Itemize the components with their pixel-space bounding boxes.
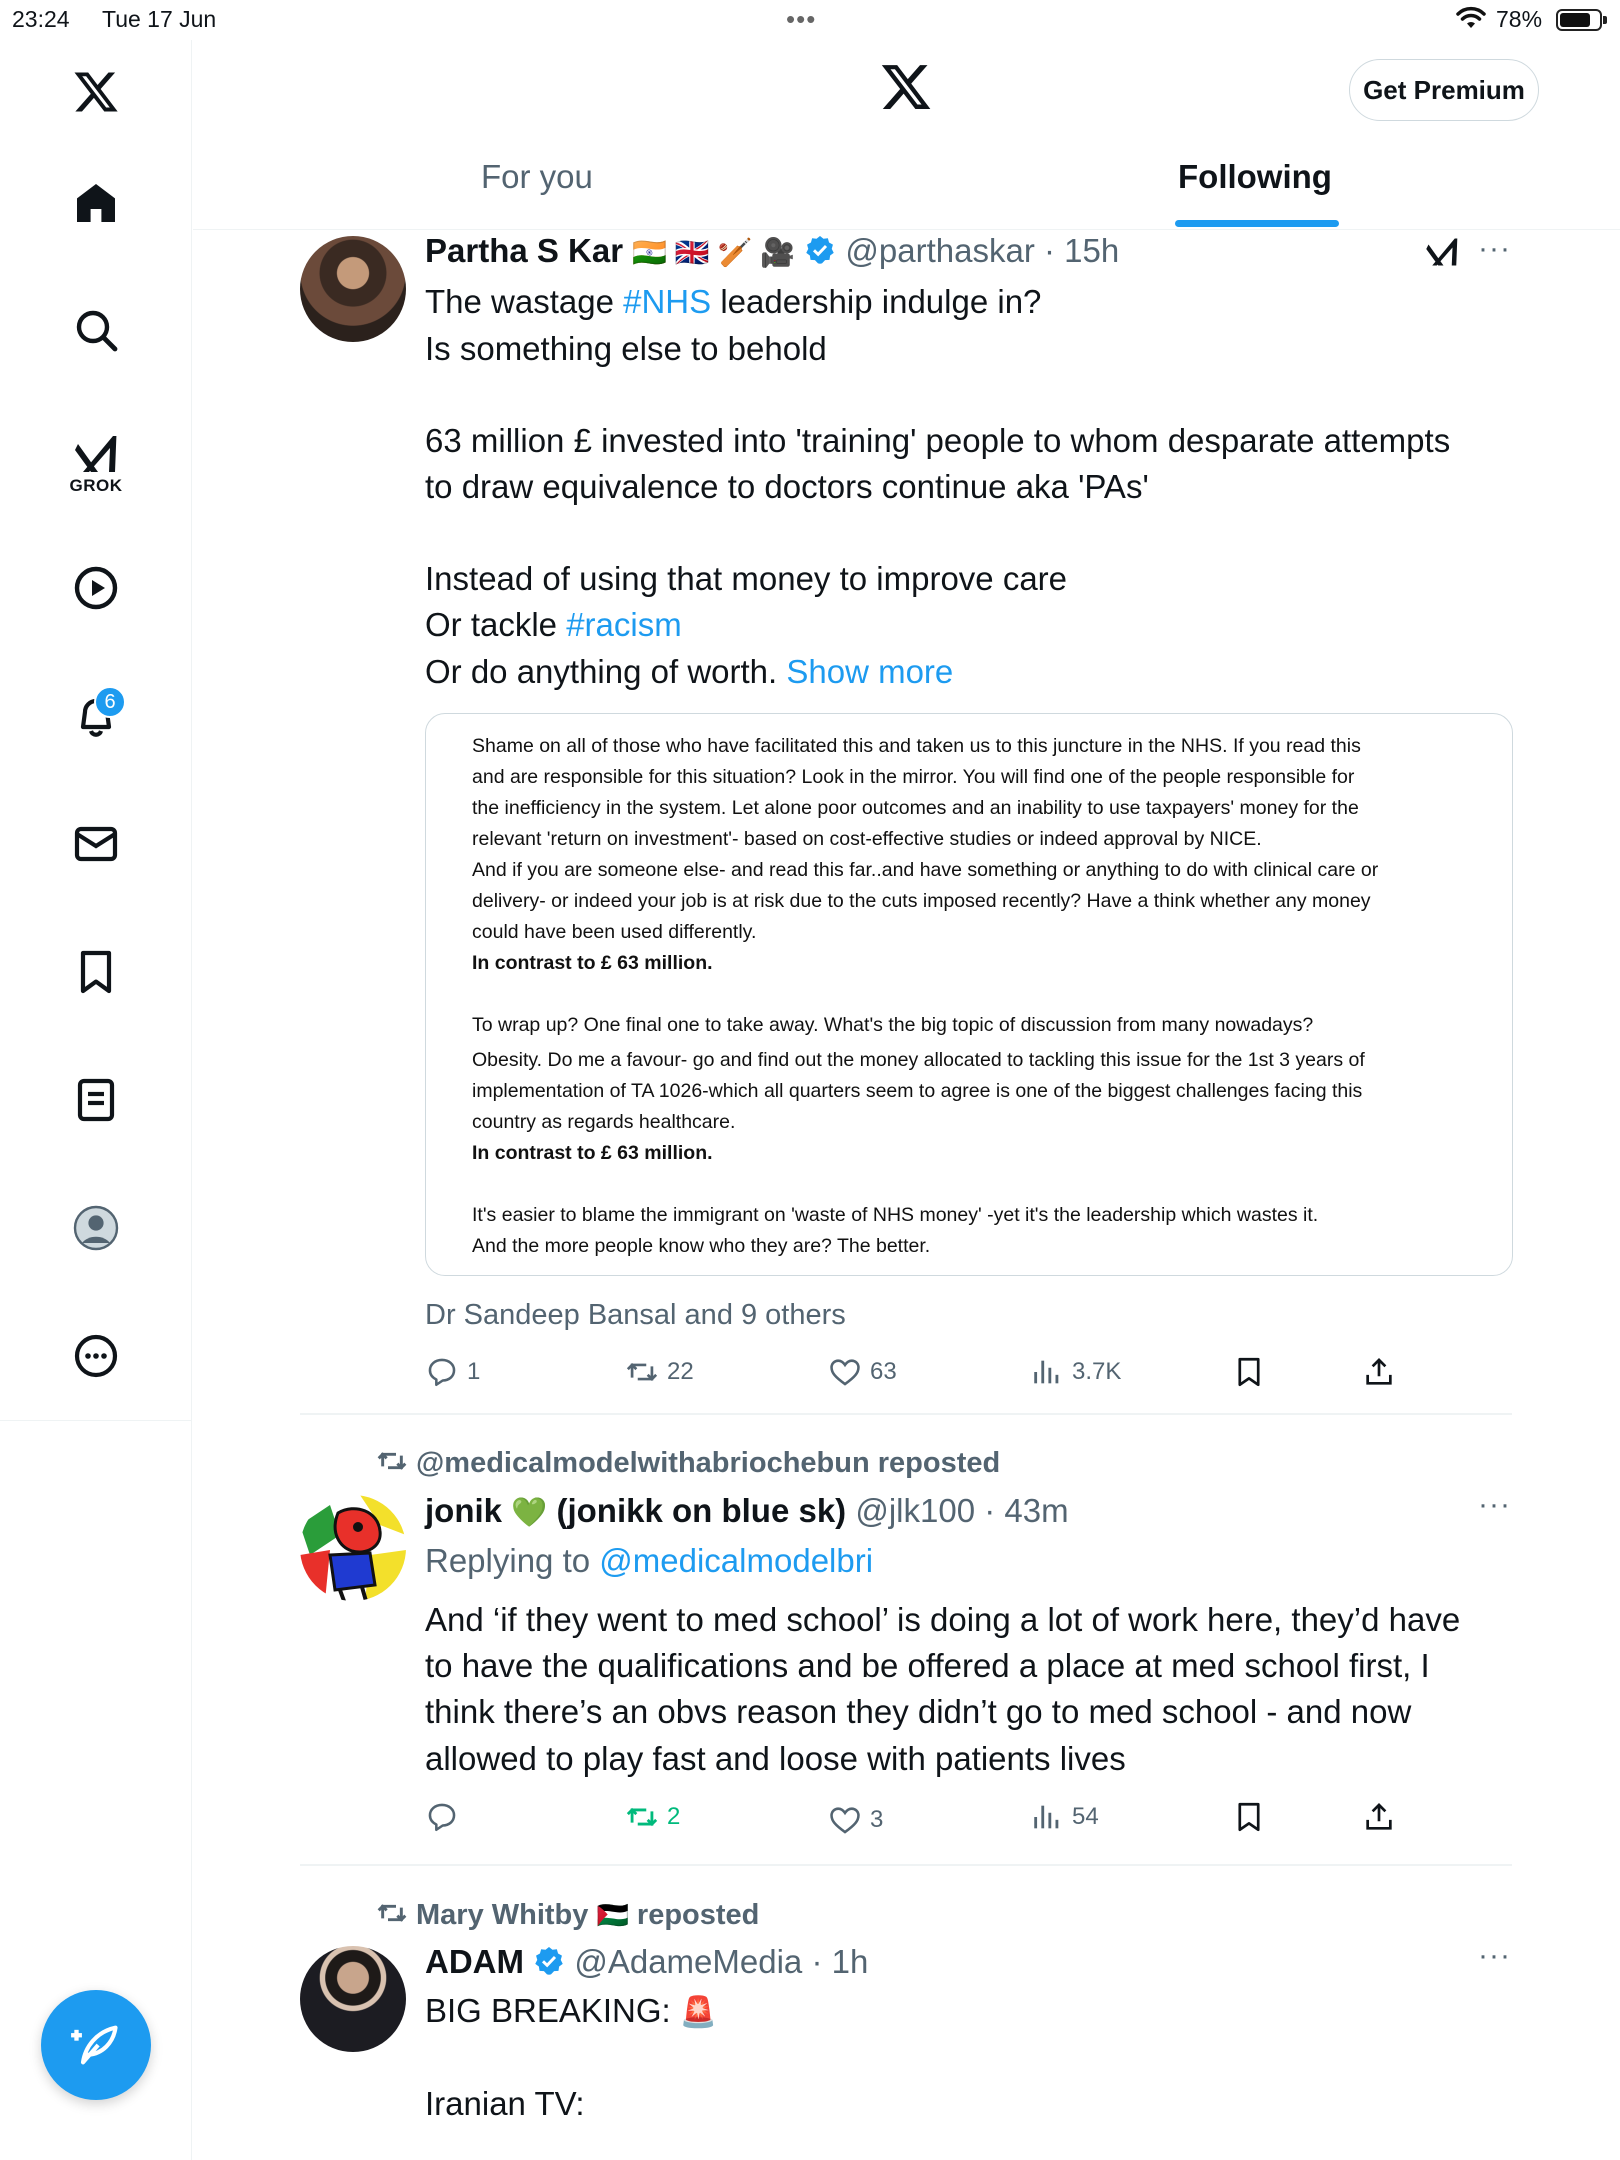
- tweet-time[interactable]: 43m: [1004, 1492, 1069, 1529]
- siren-emoji: 🚨: [679, 1996, 718, 2029]
- bookmark-icon: [1232, 1800, 1266, 1834]
- tweet-text-line: Is something else to behold: [425, 330, 827, 367]
- author-name[interactable]: Partha S Kar: [425, 232, 624, 269]
- hashtag-nhs[interactable]: #NHS: [623, 283, 712, 320]
- notifications-icon[interactable]: [66, 686, 126, 746]
- views-icon: [1030, 1355, 1064, 1389]
- messages-icon[interactable]: [66, 814, 126, 874]
- repost-button[interactable]: [625, 1355, 694, 1389]
- share-icon: [1362, 1800, 1396, 1834]
- image-text-line: relevant 'return on investment'- based on cost-effective studies or indeed approval by NICE.: [472, 828, 1262, 850]
- repost-icon: [376, 1897, 408, 1929]
- x-logo-icon[interactable]: [66, 62, 126, 122]
- author-handle[interactable]: @jlk100: [855, 1492, 976, 1529]
- tweet-time[interactable]: 1h: [831, 1943, 869, 1980]
- image-text-line: country as regards healthcare.: [472, 1111, 736, 1133]
- hashtag-racism[interactable]: #racism: [566, 606, 682, 643]
- views-icon: [1030, 1800, 1064, 1834]
- profile-avatar-icon[interactable]: [66, 1198, 126, 1258]
- image-text-line: In contrast to £ 63 million.: [472, 952, 713, 974]
- reposted-by[interactable]: @medicalmodelwithabriochebun reposted: [416, 1447, 1001, 1479]
- tweet-text-line: 63 million £ invested into 'training' people to whom desparate attempts: [425, 422, 1451, 459]
- author-handle[interactable]: @parthaskar: [845, 232, 1035, 269]
- image-text-line: delivery- or indeed your job is at risk due to the cuts imposed recently? Have a think whether any money: [472, 890, 1371, 912]
- repost-icon: [625, 1355, 659, 1389]
- tweet-divider: [300, 1413, 1512, 1415]
- like-count: 63: [870, 1358, 897, 1385]
- tweet-text-line: Iranian TV:: [425, 2085, 585, 2122]
- views-button[interactable]: [1030, 1355, 1121, 1389]
- repost-count: 2: [667, 1803, 681, 1830]
- avatar-image: [300, 1495, 406, 1601]
- image-text-line: In contrast to £ 63 million.: [472, 1142, 713, 1164]
- active-tab-indicator: [1175, 220, 1339, 227]
- repost-button[interactable]: [625, 1800, 680, 1834]
- grok-explain-icon[interactable]: [1424, 234, 1460, 270]
- share-button[interactable]: [1362, 1355, 1404, 1389]
- home-icon[interactable]: [66, 173, 126, 233]
- reply-icon: [425, 1355, 459, 1389]
- reply-button[interactable]: [425, 1800, 467, 1834]
- x-logo-icon[interactable]: [879, 60, 933, 114]
- tweet-text-line: think there’s an obvs reason they didn’t go to med school - and now: [425, 1693, 1412, 1730]
- sidebar-divider: [0, 1420, 192, 1421]
- like-count: 3: [870, 1806, 884, 1833]
- sidebar: [0, 40, 192, 2160]
- tweet-text-line: Instead of using that money to improve care: [425, 560, 1068, 597]
- tweet-text-line: to have the qualifications and be offered a place at med school first, I: [425, 1647, 1430, 1684]
- status-date: Tue 17 Jun: [102, 6, 217, 32]
- tweet-text-line: And ‘if they went to med school’ is doing a lot of work here, they’d have: [425, 1601, 1461, 1638]
- status-bar: [0, 0, 1620, 40]
- tweet-more-icon[interactable]: ···: [1478, 1939, 1511, 1972]
- liked-by-text[interactable]: Dr Sandeep Bansal and 9 others: [425, 1299, 846, 1331]
- share-icon: [1362, 1355, 1396, 1389]
- reply-icon: [425, 1800, 459, 1834]
- reposted-by-flag: 🇵🇸: [596, 1900, 629, 1930]
- search-icon[interactable]: [66, 300, 126, 360]
- verified-badge-icon: [533, 1945, 565, 1977]
- show-more-link[interactable]: Show more: [786, 653, 954, 690]
- multitasking-dots-icon[interactable]: •••: [786, 4, 817, 34]
- like-button[interactable]: [828, 1355, 897, 1389]
- image-text-line: And if you are someone else- and read this far..and have something or anything to do with clinical care or: [472, 859, 1379, 881]
- author-name-suffix[interactable]: (jonikk on blue sk): [556, 1492, 847, 1529]
- image-text-line: implementation of TA 1026-which all quarters seem to agree is one of the biggest challenges facing this: [472, 1080, 1363, 1102]
- bookmarks-icon[interactable]: [66, 942, 126, 1002]
- share-button[interactable]: [1362, 1800, 1404, 1834]
- tweet-author-line: ADAM @AdameMedia · 1h: [425, 1943, 869, 1980]
- repost-context: Mary Whitby 🇵🇸 reposted: [376, 1892, 759, 1938]
- replying-to-line: Replying to @medicalmodelbri: [425, 1542, 874, 1579]
- tweet-text-line: Or do anything of worth. Show more: [425, 653, 954, 690]
- avatar[interactable]: [300, 1946, 406, 2052]
- tab-following[interactable]: Following: [1178, 158, 1332, 195]
- image-text-line: and are responsible for this situation? Look in the mirror. You will find one of the people responsible for: [472, 766, 1355, 788]
- grok-label: GROK: [69, 476, 123, 495]
- repost-icon: [625, 1800, 659, 1834]
- bookmark-button[interactable]: [1232, 1355, 1274, 1389]
- like-button[interactable]: [828, 1803, 883, 1837]
- battery-percent: 78%: [1496, 6, 1543, 32]
- video-icon[interactable]: [66, 558, 126, 618]
- image-text-line: And the more people know who they are? The better.: [472, 1235, 931, 1257]
- author-name[interactable]: ADAM: [425, 1943, 524, 1980]
- wifi-icon: [1456, 6, 1486, 30]
- heart-icon: [828, 1803, 862, 1837]
- tweet-divider: [300, 1864, 1512, 1866]
- grok-icon[interactable]: [66, 424, 126, 484]
- verified-badge-icon: [804, 234, 836, 266]
- status-time: 23:24: [12, 6, 70, 32]
- bookmark-icon: [1232, 1355, 1266, 1389]
- image-text-line: Shame on all of those who have facilitated this and taken us to this juncture in the NHS. If you read this: [472, 735, 1361, 757]
- tweet-text-line: The wastage #NHS leadership indulge in?: [425, 283, 1042, 320]
- author-name-emoji: 🇮🇳 🇬🇧 🏏 🎥: [632, 237, 796, 268]
- tweet-text-line: BIG BREAKING: 🚨: [425, 1992, 718, 2029]
- repost-icon: [376, 1445, 408, 1477]
- tweet-image[interactable]: [425, 713, 1513, 1276]
- image-text-line: To wrap up? One final one to take away. What's the big topic of discussion from many nowadays?: [472, 1014, 1314, 1036]
- repost-context: [376, 1440, 1000, 1486]
- tweet-author-line: Partha S Kar 🇮🇳 🇬🇧 🏏 🎥 @parthaskar · 15h: [425, 232, 1120, 269]
- tweet-text-line: allowed to play fast and loose with patients lives: [425, 1740, 1126, 1777]
- tweet-more-icon[interactable]: ···: [1478, 1488, 1511, 1521]
- reply-count: 1: [467, 1358, 481, 1385]
- replying-to-handle[interactable]: @medicalmodelbri: [599, 1542, 874, 1579]
- tab-for-you[interactable]: For you: [481, 158, 593, 195]
- compose-feather-icon: [70, 2019, 122, 2071]
- image-text-line: could have been used differently.: [472, 921, 757, 943]
- views-button[interactable]: [1030, 1800, 1099, 1834]
- reply-button[interactable]: [425, 1355, 480, 1389]
- image-text-line: the inefficiency in the system. Let alone poor outcomes and an inability to use taxpayers' money for the: [472, 797, 1359, 819]
- lists-icon[interactable]: [66, 1070, 126, 1130]
- author-name[interactable]: jonik: [425, 1492, 503, 1529]
- compose-button[interactable]: [41, 1990, 151, 2100]
- timeline-header: [193, 40, 1620, 230]
- heart-icon: [828, 1355, 862, 1389]
- avatar[interactable]: [300, 1495, 406, 1601]
- tweet-text-line: Or tackle #racism: [425, 606, 682, 643]
- get-premium-button[interactable]: Get Premium: [1349, 59, 1539, 121]
- notifications-badge: 6: [94, 686, 126, 718]
- avatar[interactable]: [300, 236, 406, 342]
- image-text-line: Obesity. Do me a favour- go and find out the money allocated to tackling this issue for the 1st 3 years of: [472, 1049, 1365, 1071]
- author-name-emoji: 💚: [511, 1497, 548, 1529]
- tweet-more-icon[interactable]: ···: [1478, 232, 1511, 265]
- tweet-time[interactable]: 15h: [1064, 232, 1120, 269]
- views-count: 54: [1072, 1803, 1099, 1830]
- tweet-author-line: jonik 💚 (jonikk on blue sk) @jlk100 · 43m: [425, 1492, 1069, 1529]
- repost-count: 22: [667, 1358, 694, 1385]
- author-handle[interactable]: @AdameMedia: [574, 1943, 803, 1980]
- reposted-by[interactable]: Mary Whitby: [416, 1899, 589, 1931]
- tweet-text-line: to draw equivalence to doctors continue aka 'PAs': [425, 468, 1149, 505]
- bookmark-button[interactable]: [1232, 1800, 1274, 1834]
- more-options-icon[interactable]: [66, 1326, 126, 1386]
- views-count: 3.7K: [1072, 1358, 1122, 1385]
- battery-icon: [1556, 9, 1602, 31]
- image-text-line: It's easier to blame the immigrant on 'waste of NHS money' -yet it's the leadership which wastes it.: [472, 1204, 1319, 1226]
